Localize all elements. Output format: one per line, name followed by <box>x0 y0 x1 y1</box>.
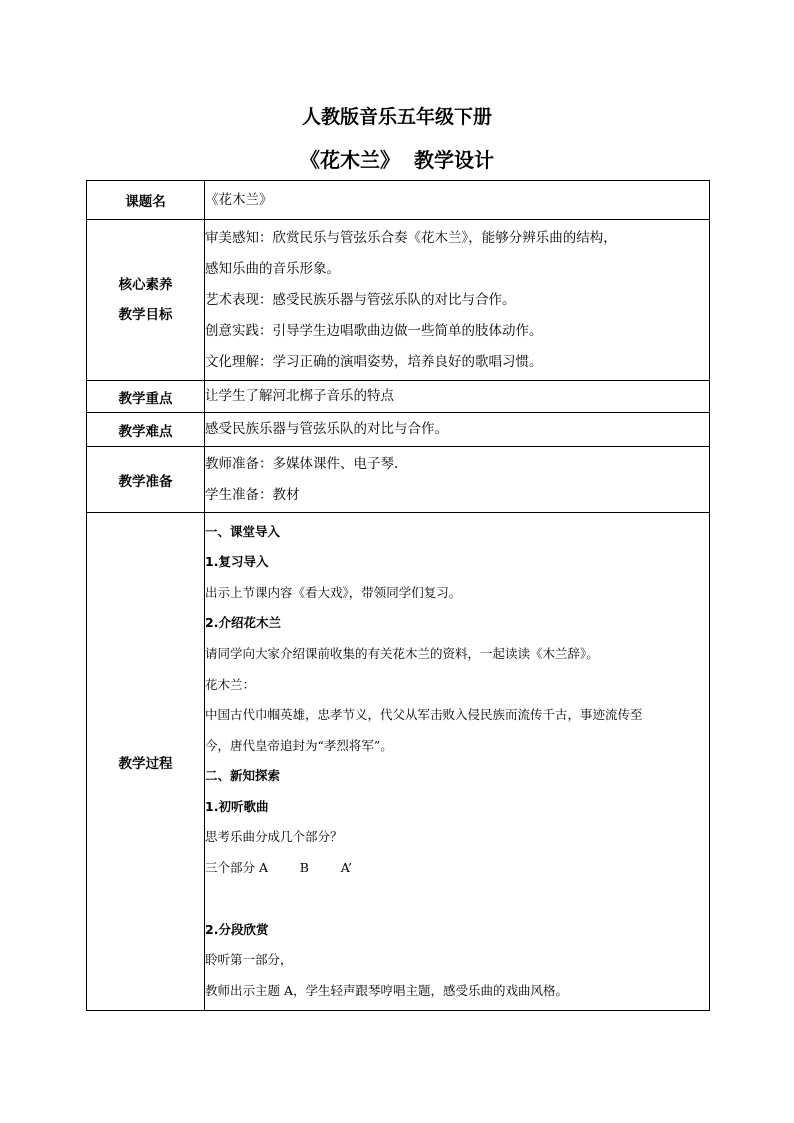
key-points-value: 让学生了解河北梆子音乐的特点 <box>205 381 710 413</box>
difficulties-value: 感受民族乐器与管弦乐队的对比与合作。 <box>205 413 710 447</box>
section-heading: 二、新知探索 <box>205 768 281 784</box>
topic-value: 《花木兰》 <box>205 181 710 220</box>
table-row-process <box>87 513 710 1011</box>
table-row-preparation <box>87 447 710 513</box>
blank-line <box>205 884 709 915</box>
step-text: 花木兰： <box>205 676 256 692</box>
difficulties-label: 教学难点 <box>87 413 205 447</box>
table-row-goals <box>87 220 710 381</box>
topic-label: 课题名 <box>87 181 205 220</box>
table-row-topic <box>87 181 710 220</box>
table-row-difficulties <box>87 413 710 447</box>
teacher-preparation: 教师准备：多媒体课件、电子琴. <box>205 455 399 472</box>
document-title: 人教版音乐五年级下册 <box>301 106 492 128</box>
step-text: 今，唐代皇帝追封为“孝烈将军”。 <box>205 737 393 753</box>
step-heading: 1.初听歌曲 <box>205 798 269 814</box>
goals-label <box>87 220 205 381</box>
goals-content <box>205 220 710 381</box>
step-text: 三个部分 A B A’ <box>205 860 352 876</box>
preparation-content <box>205 447 710 513</box>
process-label: 教学过程 <box>87 513 205 1011</box>
step-heading: 1.复习导入 <box>205 554 269 570</box>
step-heading: 2.介绍花木兰 <box>205 615 281 631</box>
process-content <box>205 513 710 1011</box>
step-heading: 2.分段欣赏 <box>205 921 269 937</box>
lesson-plan-table <box>86 180 710 1011</box>
goal-line: 艺术表现：感受民族乐器与管弦乐队的对比与合作。 <box>205 291 516 308</box>
goal-line: 创意实践：引导学生边唱歌曲边做一些简单的肢体动作。 <box>205 322 543 339</box>
goal-line: 审美感知：欣赏民乐与管弦乐合奏《花木兰》，能够分辨乐曲的结构， <box>205 229 617 246</box>
table-row-key-points <box>87 381 710 413</box>
step-text: 出示上节课内容《看大戏》，带领同学们复习。 <box>205 584 462 600</box>
section-heading: 一、课堂导入 <box>205 523 281 539</box>
goal-line: 文化理解：学习正确的演唱姿势，培养良好的歌唱习惯。 <box>205 353 543 370</box>
key-points-label: 教学重点 <box>87 381 205 413</box>
step-text: 聆听第一部分， <box>205 952 293 968</box>
preparation-label: 教学准备 <box>87 447 205 513</box>
step-text: 思考乐曲分成几个部分？ <box>205 829 343 845</box>
goals-label-line1: 核心素养 <box>118 277 173 293</box>
step-text: 请同学向大家介绍课前收集的有关花木兰的资料，一起读读《木兰辞》。 <box>205 645 599 661</box>
document-subtitle: 《花木兰》 教学设计 <box>300 148 494 172</box>
step-text: 中国古代巾帼英雄，忠孝节义，代父从军击败入侵民族而流传千古，事迹流传至 <box>205 707 643 723</box>
step-text: 教师出示主题 A，学生轻声跟琴哼唱主题，感受乐曲的戏曲风格。 <box>205 982 569 998</box>
goals-label-line2: 教学目标 <box>118 307 173 323</box>
goal-line: 感知乐曲的音乐形象。 <box>205 260 340 277</box>
student-preparation: 学生准备：教材 <box>205 486 300 503</box>
